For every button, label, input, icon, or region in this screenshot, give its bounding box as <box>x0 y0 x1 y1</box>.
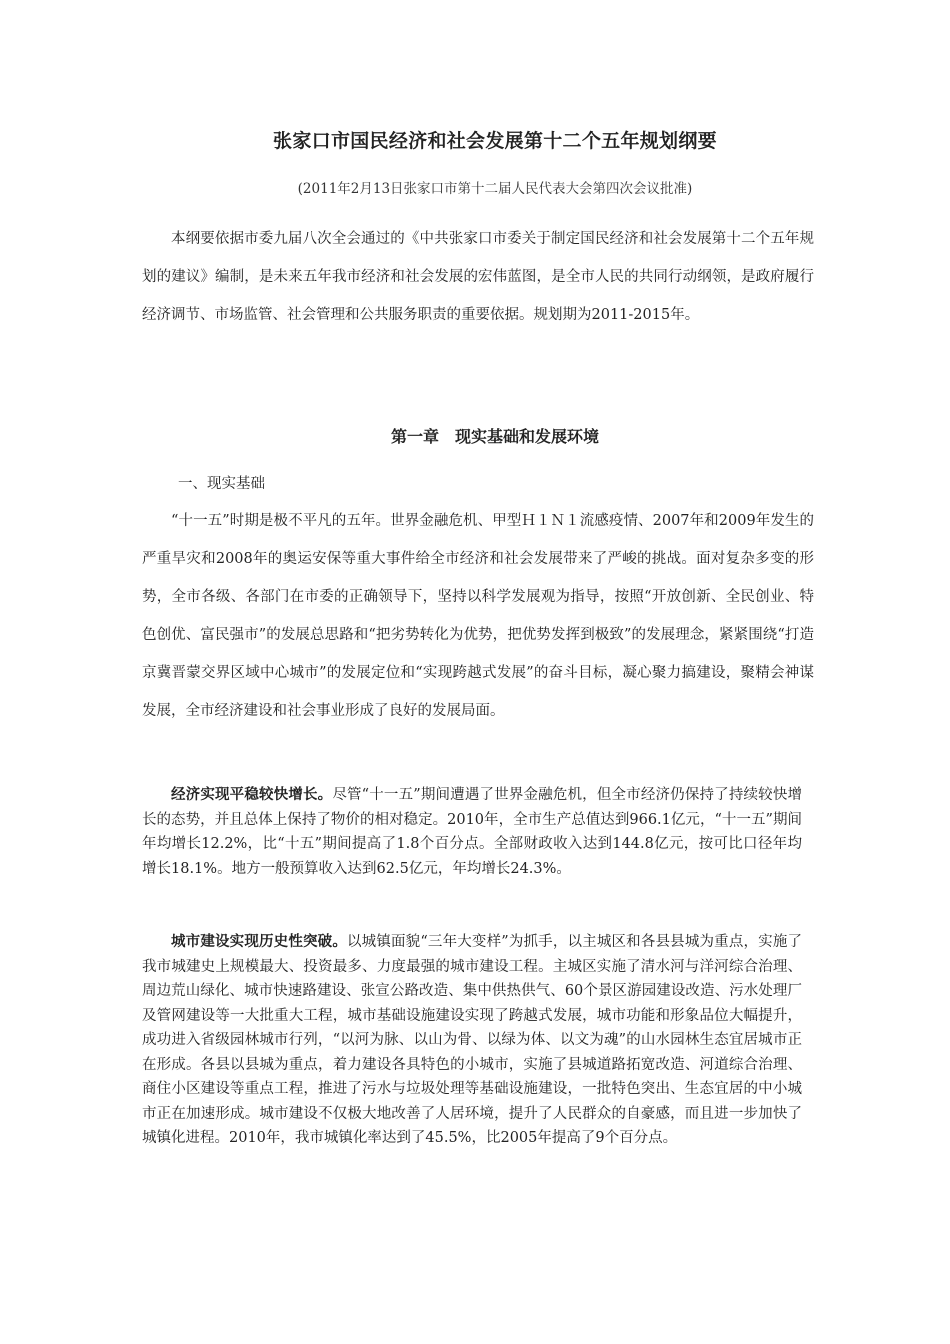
section-heading: 一、现实基础 <box>178 476 265 492</box>
document-subtitle: (2011年2月13日张家口市第十二届人民代表大会第四次会议批准) <box>297 181 693 197</box>
document-title: 张家口市国民经济和社会发展第十二个五年规划纲要 <box>273 130 717 152</box>
chapter-title: 第一章 现实基础和发展环境 <box>390 427 599 446</box>
section-paragraph: “十一五”时期是极不平凡的五年。世界金融危机、甲型Ｈ１Ｎ１流感疫情、2007年和2009年发生的严重旱灾和2008年的奥运安保等重大事件给全市经济和社会发展带来了严峻的挑战。面对复杂多变的形势，全市各级、各部门在市委的正确领导下，坚持以科学发展观为指导，按照“开放创新、全民创业、特色创优、富民强市”的发展总思路和“把劣势转化为优势，把优势发挥到极致”的发展理念，紧紧围绕“打造京冀晋蒙交界区域中心城市”的发展定位和“实现跨越式发展”的奋斗目标，凝心聚力搞建设，聚精会神谋发展，全市经济建设和社会事业形成了良好的发展局面。 <box>142 513 814 719</box>
intro-paragraph: 本纲要依据市委九届八次全会通过的《中共张家口市委关于制定国民经济和社会发展第十二个五年规划的建议》编制，是未来五年我市经济和社会发展的宏伟蓝图，是全市人民的共同行动纲领，是政府履行经济调节、市场监管、社会管理和公共服务职责的重要依据。规划期为2011-2015年。 <box>142 231 814 323</box>
paragraph-lead: 城市建设实现历史性突破。 <box>171 934 348 950</box>
paragraph-urban-construction <box>142 930 802 1151</box>
paragraph-economy <box>142 783 802 881</box>
paragraph-lead: 经济实现平稳较快增长。 <box>171 787 333 803</box>
paragraph-text: 尽管“十一五”期间遭遇了世界金融危机，但全市经济仍保持了持续较快增长的态势，并且总体上保持了物价的相对稳定。2010年，全市生产总值达到966.1亿元，“十一五”期间年均增长12.2%，比“十五”期间提高了1.8个百分点。全部财政收入达到144.8亿元，按可比口径年均增长18.1%。地方一般预算收入达到62.5亿元，年均增长24.3%。 <box>142 787 803 877</box>
paragraph-text: 以城镇面貌“三年大变样”为抓手，以主城区和各县县城为重点，实施了我市城建史上规模最大、投资最多、力度最强的城市建设工程。主城区实施了清水河与洋河综合治理、周边荒山绿化、城市快速路建设、张宣公路改造、集中供热供气、60个景区游园建设改造、污水处理厂及管网建设等一大批重大工程，城市基础设施建设实现了跨越式发展，城市功能和形象品位大幅提升，成功进入省级园林城市行列，“以河为脉、以山为骨、以绿为体、以文为魂”的山水园林生态宜居城市正在形成。各县以县城为重点，着力建设各具特色的小城市，实施了县城道路拓宽改造、河道综合治理、商住小区建设等重点工程，推进了污水与垃圾处理等基础设施建设，一批特色突出、生态宜居的中小城市正在加速形成。城市建设不仅极大地改善了人居环境，提升了人民群众的自豪感，而且进一步加快了城镇化进程。2010年，我市城镇化率达到了45.5%，比2005年提高了9个百分点。 <box>142 934 803 1146</box>
